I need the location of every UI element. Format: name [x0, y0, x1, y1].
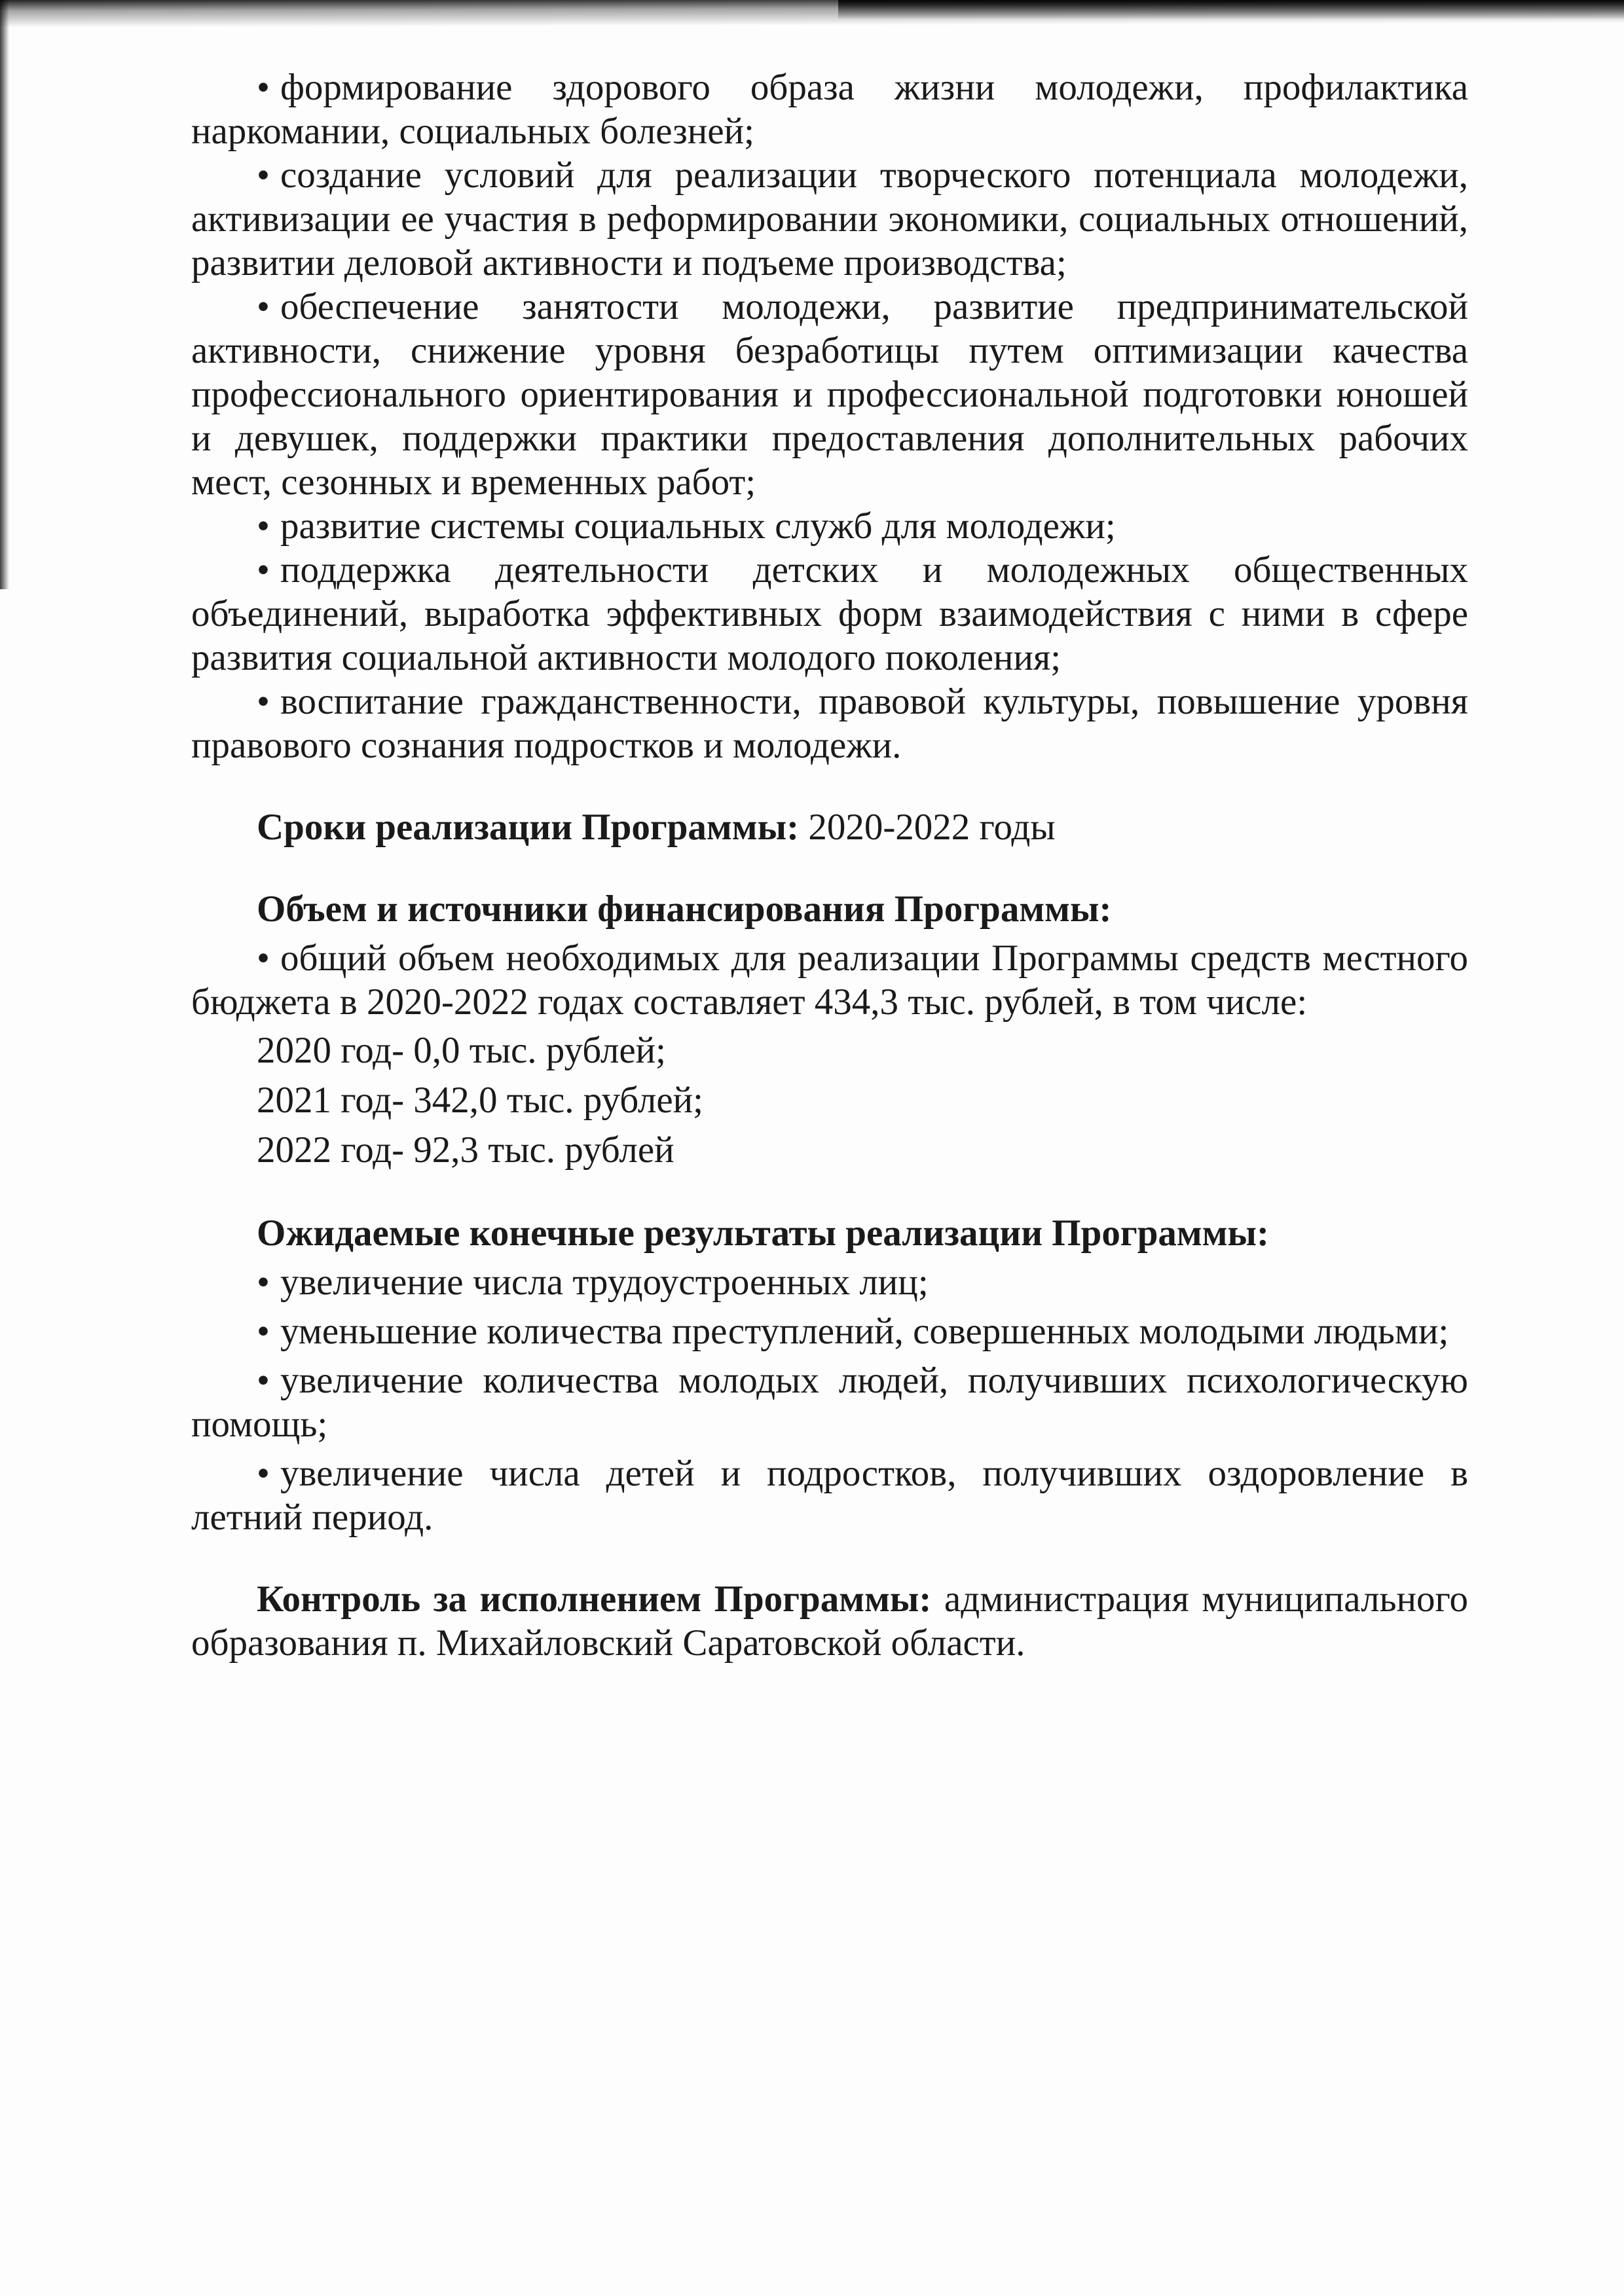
list-item: • увеличение числа трудоустроенных лиц; — [257, 1262, 929, 1303]
funding-year-2021: 2021 год- 342,0 тыс. рублей; — [257, 1080, 703, 1121]
list-item: • поддержка деятельности детских и молодежных общественных объединений, выработка эффективных форм взаимодействия с ними в сфере развития социальной активности молодого поколения; — [191, 549, 1468, 678]
list-item: • обеспечение занятости молодежи, развитие предпринимательской активности, снижение уровня безработицы путем оптимизации качества профессионального ориентирования и профессиональной подготовки юношей и девушек, поддержки практики предоставления дополнительных рабочих мест, сезонных и временных работ; — [191, 286, 1468, 503]
control-section — [191, 1577, 1468, 1665]
document-body — [191, 65, 1468, 1665]
list-item: • создание условий для реализации творческого потенциала молодежи, активизации ее участия в реформировании экономики, социальных отношений, развитии деловой активности и подъеме производства; — [191, 155, 1468, 283]
results-heading: Ожидаемые конечные результаты реализации Программы: — [257, 1212, 1270, 1254]
bullet-icon: • — [257, 1311, 270, 1352]
bullet-icon: • — [257, 67, 270, 108]
bullet-icon: • — [257, 286, 270, 327]
timeline-value: 2020-2022 годы — [799, 807, 1056, 848]
funding-year-2020: 2020 год- 0,0 тыс. рублей; — [257, 1030, 666, 1071]
bullet-icon: • — [257, 155, 270, 196]
control-label: Контроль за исполнением Программы: — [257, 1578, 932, 1620]
list-item: • развитие системы социальных служб для молодежи; — [257, 505, 1116, 547]
control-value: администрация муниципального образования п. Михайловский Саратовской области. — [191, 1578, 1468, 1664]
bullet-icon: • — [257, 1360, 270, 1401]
list-item: • уменьшение количества преступлений, совершенных молодыми людьми; — [257, 1311, 1449, 1352]
list-item: • увеличение количества молодых людей, получивших психологическую помощь; — [191, 1360, 1468, 1445]
bullet-icon: • — [257, 938, 270, 979]
funding-year-2022: 2022 год- 92,3 тыс. рублей — [257, 1129, 674, 1171]
timeline-label: Сроки реализации Программы: — [257, 807, 800, 848]
funding-heading: Объем и источники финансирования Программы: — [257, 888, 1112, 930]
timeline-section — [191, 805, 1468, 849]
scan-edge-shadow-left — [0, 0, 9, 589]
bullet-icon: • — [257, 1262, 270, 1303]
list-item: • воспитание гражданственности, правовой культуры, повышение уровня правового сознания подростков и молодежи. — [191, 681, 1468, 766]
goals-list — [191, 65, 1468, 767]
funding-total: • общий объем необходимых для реализации Программы средств местного бюджета в 2020-2022 годах составляет 434,3 тыс. рублей, в том числе: — [191, 938, 1468, 1023]
list-item: • увеличение числа детей и подростков, получивших оздоровление в летний период. — [191, 1453, 1468, 1538]
scan-edge-shadow-top-right — [838, 0, 1624, 20]
bullet-icon: • — [257, 549, 270, 591]
bullet-icon: • — [257, 1453, 270, 1494]
bullet-icon: • — [257, 505, 270, 547]
list-item: • формирование здорового образа жизни молодежи, профилактика наркомании, социальных болезней; — [191, 67, 1468, 152]
bullet-icon: • — [257, 681, 270, 722]
